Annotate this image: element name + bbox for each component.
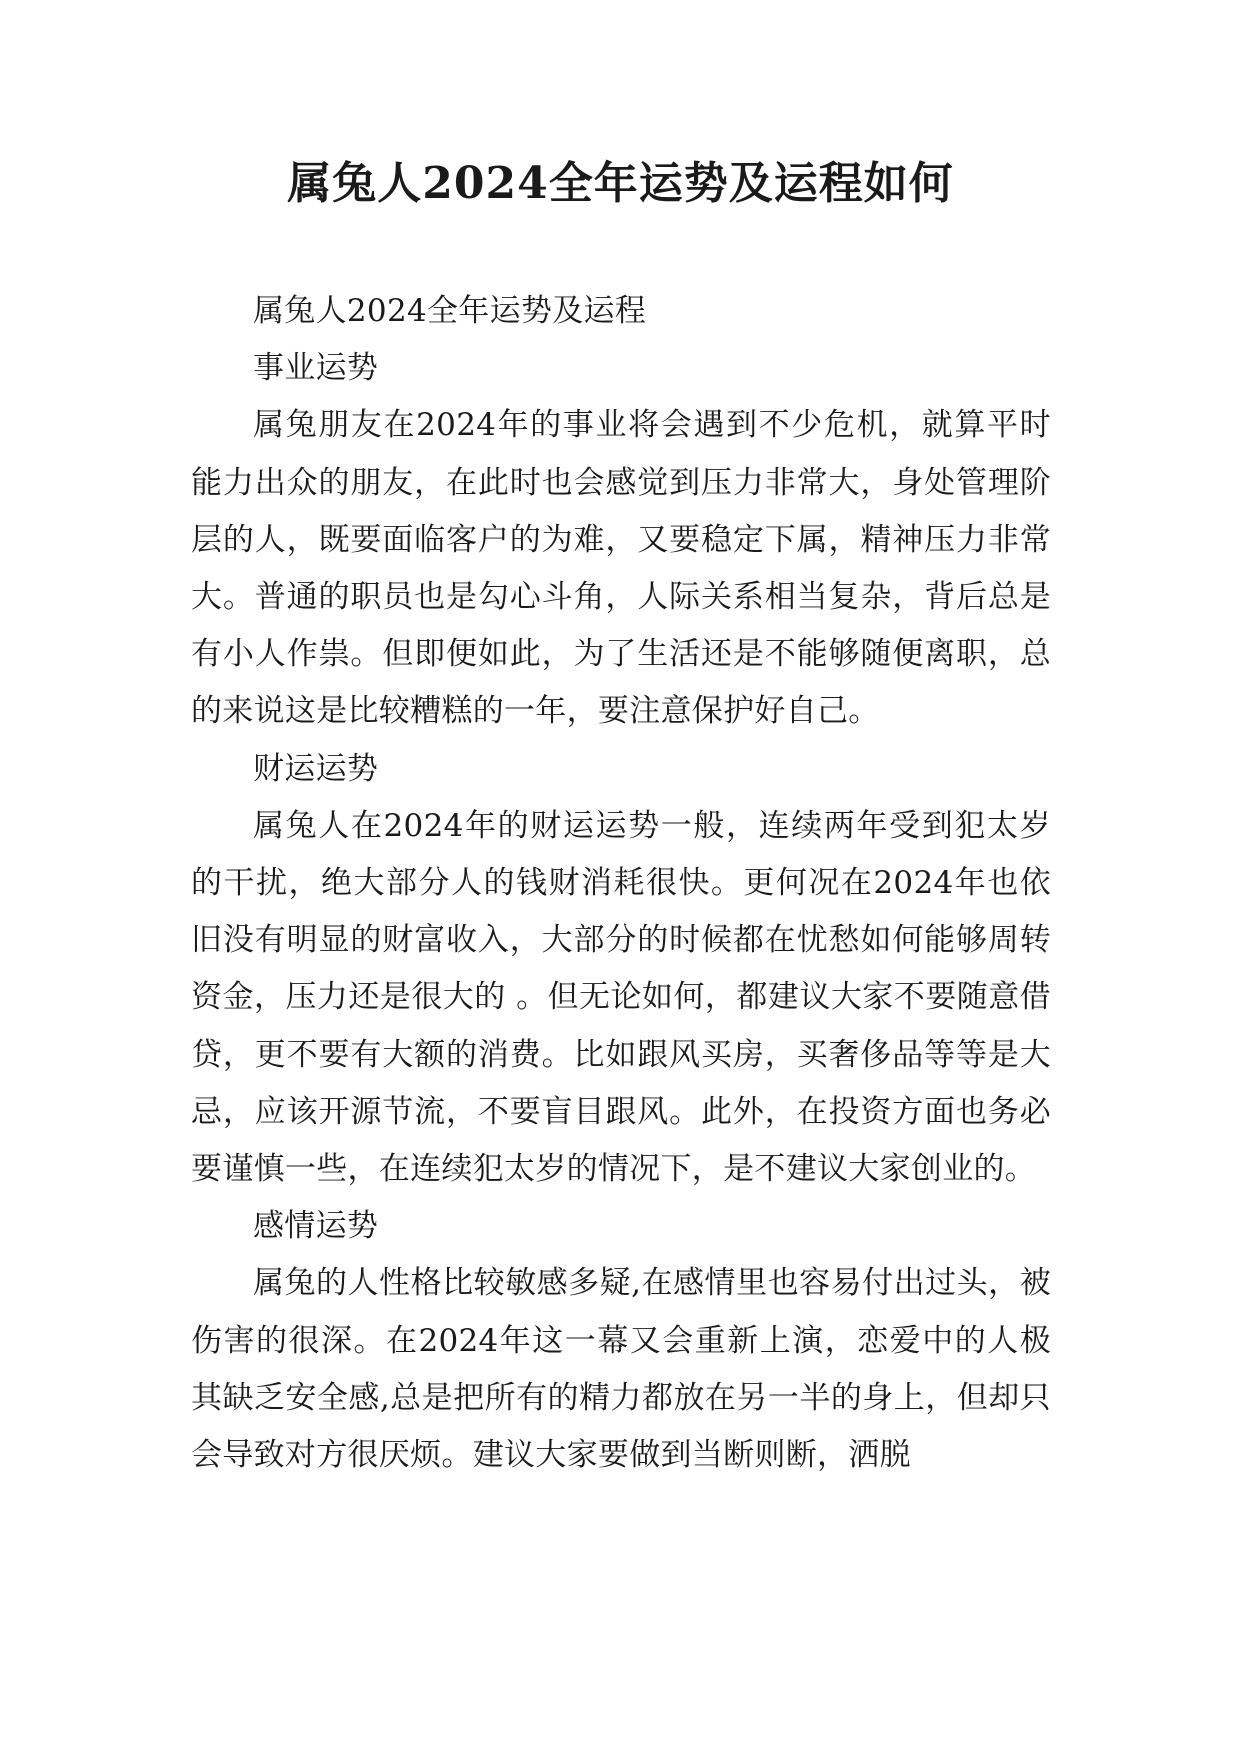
document-body [191, 283, 1051, 1484]
section-body-career: 属兔朋友在2024年的事业将会遇到不少危机，就算平时能力出众的朋友，在此时也会感觉到压力非常大，身处管理阶层的人，既要面临客户的为难，又要稳定下属，精神压力非常大。普通的职员也是勾心斗角，人际关系相当复杂，背后总是有小人作祟。但即便如此，为了生活还是不能够随便离职，总的来说这是比较糟糕的一年，要注意保护好自己。 [191, 407, 1051, 730]
section-heading-career: 事业运势 [253, 350, 379, 387]
document-subtitle: 属兔人2024全年运势及运程 [253, 293, 647, 329]
section-heading-love: 感情运势 [253, 1208, 379, 1245]
section-body-wealth: 属兔人在2024年的财运运势一般，连续两年受到犯太岁的干扰，绝大部分人的钱财消耗很快。更何况在2024年也依旧没有明显的财富收入，大部分的时候都在忧愁如何能够周转资金，压力还是很大的 。但无论如何，都建议大家不要随意借贷，更不要有大额的消费。比如跟风买房，买奢侈品等等是大忌，应该开源节流，不要盲目跟风。此外，在投资方面也务必要谨慎一些，在连续犯太岁的情况下，是不建议大家创业的。 [191, 807, 1051, 1188]
section-heading-wealth: 财运运势 [253, 750, 379, 787]
section-body-love: 属兔的人性格比较敏感多疑,在感情里也容易付出过头，被伤害的很深。在2024年这一幕又会重新上演，恋爱中的人极其缺乏安全感,总是把所有的精力都放在另一半的身上，但却只会导致对方很厌烦。建议大家要做到当断则断，洒脱 [191, 1265, 1051, 1474]
document-title: 属兔人2024全年运势及运程如何 [287, 158, 954, 209]
